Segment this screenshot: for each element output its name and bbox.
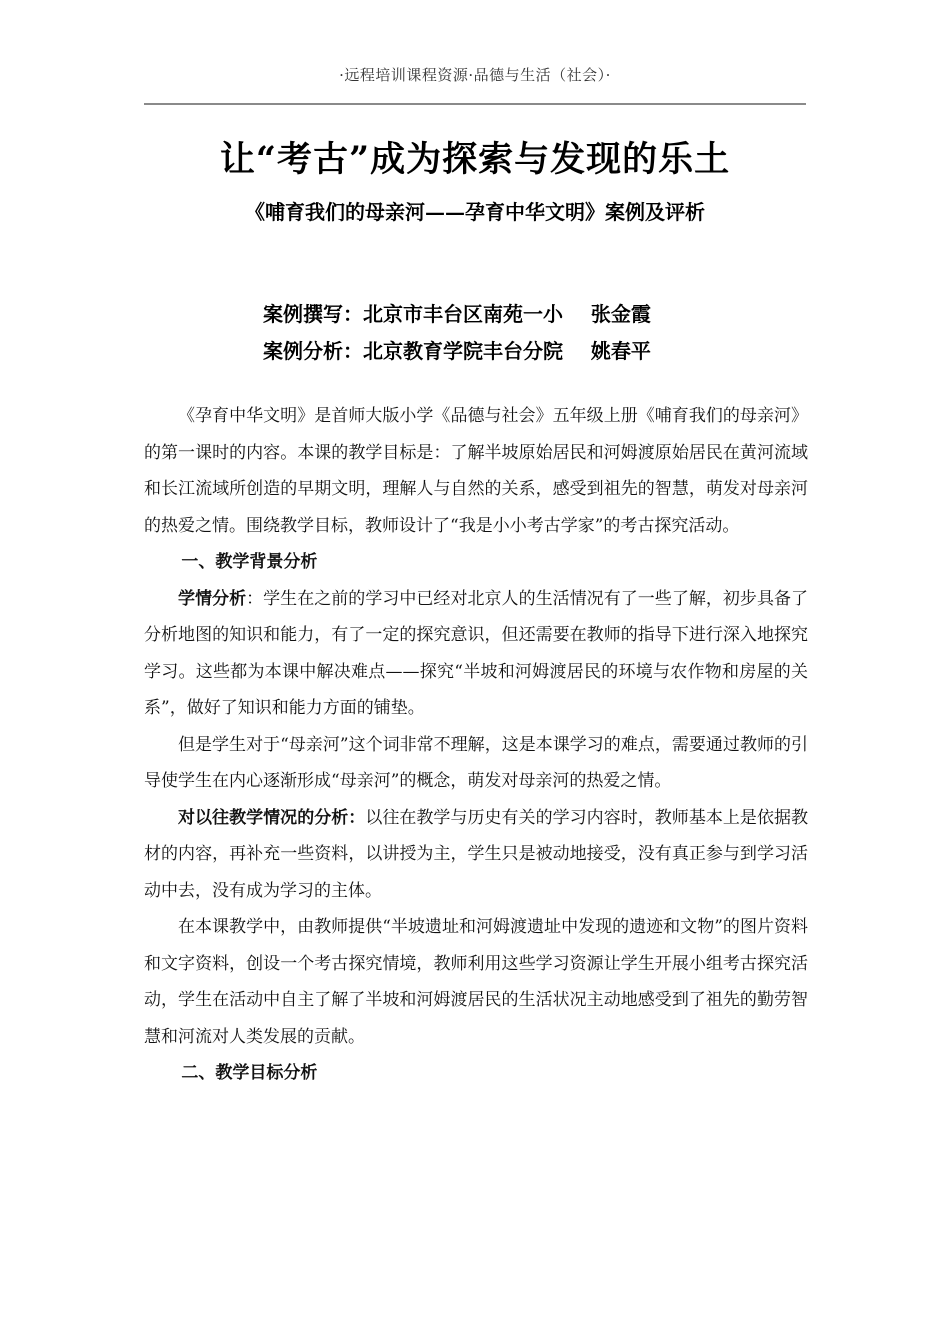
paragraph-current-teaching: 在本课教学中，由教师提供“半坡遗址和河姆渡遗址中发现的遗迹和文物”的图片资料和文字资料，创设一个考古探究情境，教师利用这些学习资源让学生开展小组考古探究活动，学生在活动中自主了解了半坡和河姆渡居民的生活状况主动地感受到了祖先的勤劳智慧和河流对人类发展的贡献。 [144,917,808,1047]
document-title: 让“考古”成为探索与发现的乐土 [219,139,731,180]
paragraph-difficulty: 但是学生对于“母亲河”这个词非常不理解，这是本课学习的难点，需要通过教师的引导使学生在内心逐渐形成“母亲河”的概念，萌发对母亲河的热爱之情。 [144,734,808,791]
credit-writer: 案例撰写：北京市丰台区南苑一小 张金霞 [263,302,651,326]
running-header: ·远程培训课程资源·品德与生活（社会）· [339,66,611,84]
section-heading-background: 一、教学背景分析 [181,552,318,572]
document-subtitle: 《哺育我们的母亲河——孕育中华文明》案例及评析 [245,200,705,224]
paragraph-text-learner-analysis: ：学生在之前的学习中已经对北京人的生活情况有了一些了解，初步具备了分析地图的知识和能力，有了一定的探究意识，但还需要在教师的指导下进行深入地探究学习。这些都为本课中解决难点——探究“半坡和河姆渡居民的环境与农作物和房屋的关系”，做好了知识和能力方面的铺垫。 [144,588,809,718]
body-text [144,398,808,1092]
paragraph-past-teaching [144,800,808,910]
paragraph-text-past-teaching: 以往在教学与历史有关的学习内容时，教师基本上是依据教材的内容，再补充一些资料，以讲授为主，学生只是被动地接受，没有真正参与到学习活动中去，没有成为学习的主体。 [144,807,809,901]
paragraph-learner-analysis [144,581,808,727]
paragraph-lead-past-teaching: 对以往教学情况的分析： [178,807,366,828]
paragraph-lead-learner-analysis: 学情分析 [178,588,247,609]
credit-analyst: 案例分析：北京教育学院丰台分院 姚春平 [263,339,651,363]
section-heading-objectives: 二、教学目标分析 [181,1063,318,1083]
header-divider [144,103,806,105]
intro-paragraph: 《孕育中华文明》是首师大版小学《品德与社会》五年级上册《哺育我们的母亲河》的第一课时的内容。本课的教学目标是：了解半坡原始居民和河姆渡原始居民在黄河流域和长江流域所创造的早期文明，理解人与自然的关系，感受到祖先的智慧，萌发对母亲河的热爱之情。围绕教学目标，教师设计了“我是小小考古学家”的考古探究活动。 [144,406,808,536]
